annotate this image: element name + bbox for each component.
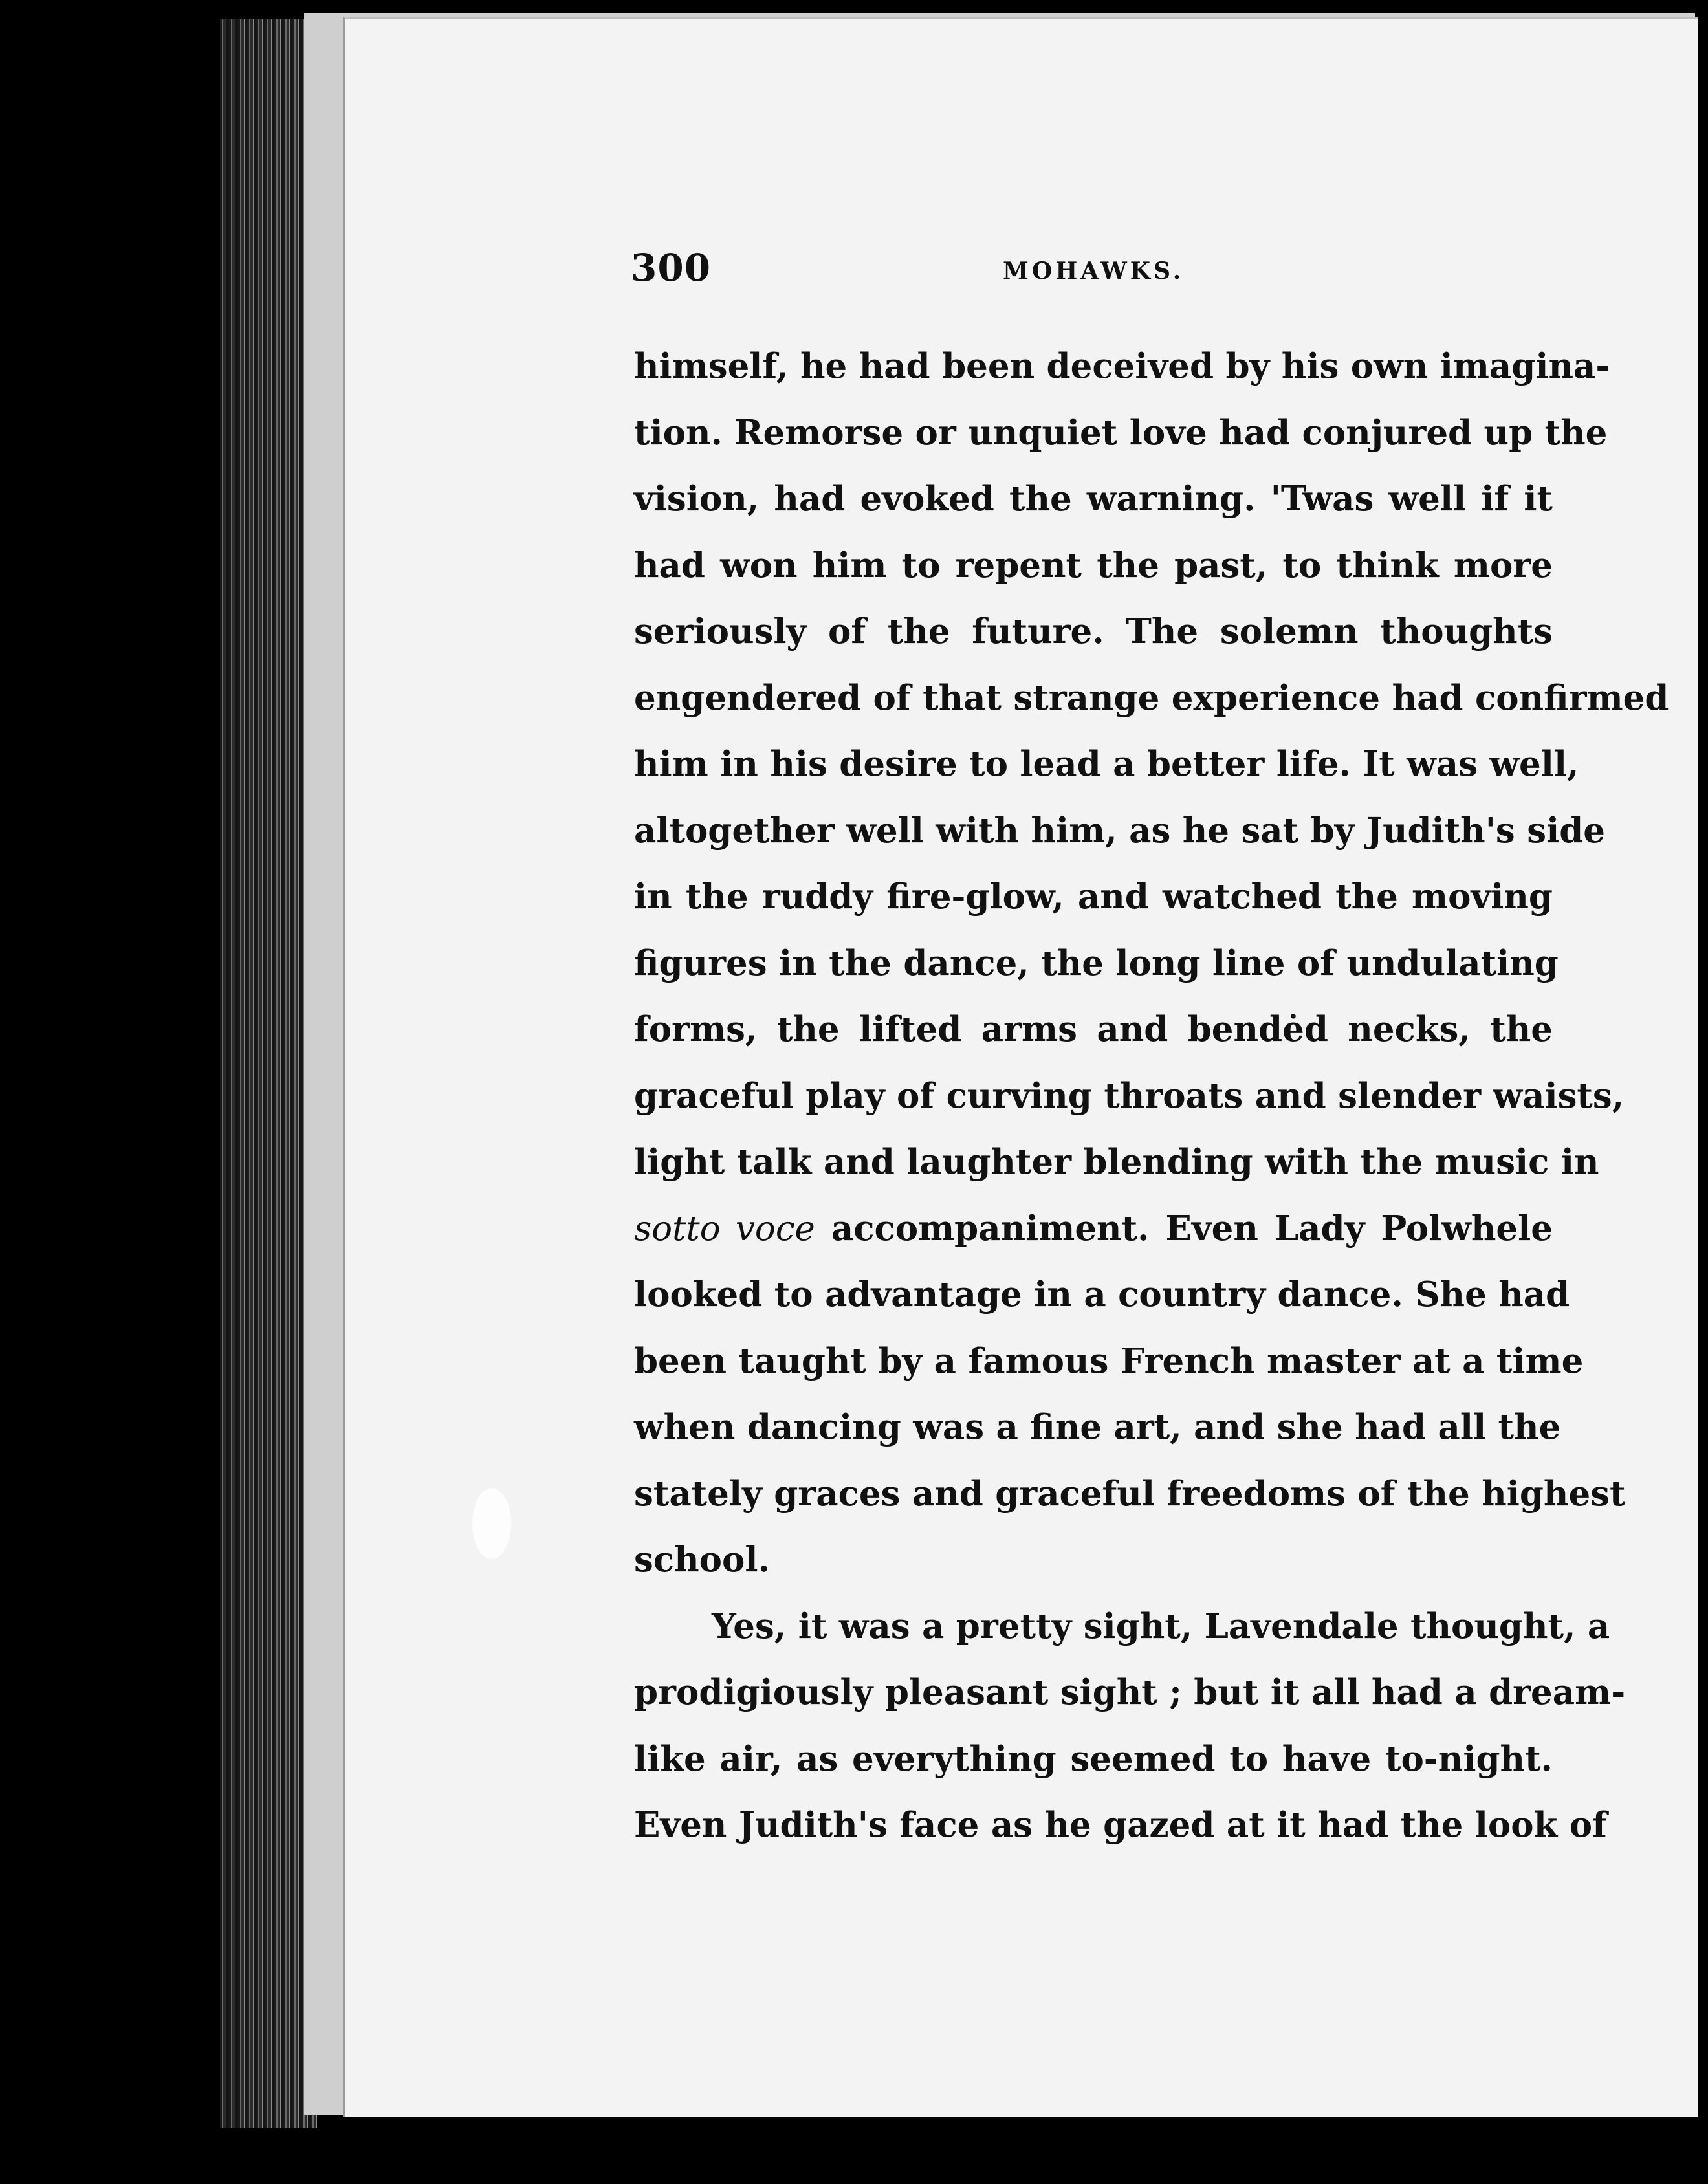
text-line: stately graces and graceful freedoms of the highest [634,1473,1626,1514]
text-line: when dancing was a fine art, and she had all the [634,1407,1561,1447]
text-line: figures in the dance, the long line of undulating [634,943,1559,983]
text-line: Even Judith's face as he gazed at it had the look of [634,1805,1607,1845]
body-text [634,333,1669,1859]
text-line-rest: accompaniment. Even Lady Polwhele [815,1208,1553,1249]
text-line-italic [634,1196,1553,1262]
text-line: altogether well with him, as he sat by Judith's side [634,810,1605,851]
text-line: been taught by a famous French master at a time [634,1340,1584,1381]
text-line: school. [634,1540,770,1580]
page-number: 300 [631,246,712,290]
text-line: light talk and laughter blending with the music in [634,1142,1599,1182]
running-title: MOHAWKS. [1003,257,1185,285]
page-smudge [472,1488,511,1559]
text-line: tion. Remorse or unquiet love had conjured up the [634,412,1608,453]
text-line: graceful play of curving throats and slender waists, [634,1075,1625,1116]
text-line: seriously of the future. The solemn thoughts [634,611,1553,651]
text-line: Yes, it was a pretty sight, Lavendale thought, a [712,1606,1610,1646]
text-line: vision, had evoked the warning. 'Twas well if it [634,479,1553,519]
text-line: looked to advantage in a country dance. She had [634,1274,1570,1315]
text-line: forms, the lifted arms and bendėd necks, the [634,1009,1553,1049]
running-head [631,246,1185,291]
text-line: himself, he had been deceived by his own imagina- [634,346,1610,386]
text-line: like air, as everything seemed to have to-night. [634,1738,1553,1779]
text-line: in the ruddy fire-glow, and watched the moving [634,877,1553,917]
book-edge [220,19,317,2128]
italic-phrase: sotto voce [634,1208,815,1249]
text-line: him in his desire to lead a better life. It was well, [634,744,1579,784]
text-line: engendered of that strange experience had confirmed [634,677,1669,718]
text-line: had won him to repent the past, to think more [634,545,1553,585]
text-line: prodigiously pleasant sight ; but it all had a dream- [634,1672,1626,1712]
